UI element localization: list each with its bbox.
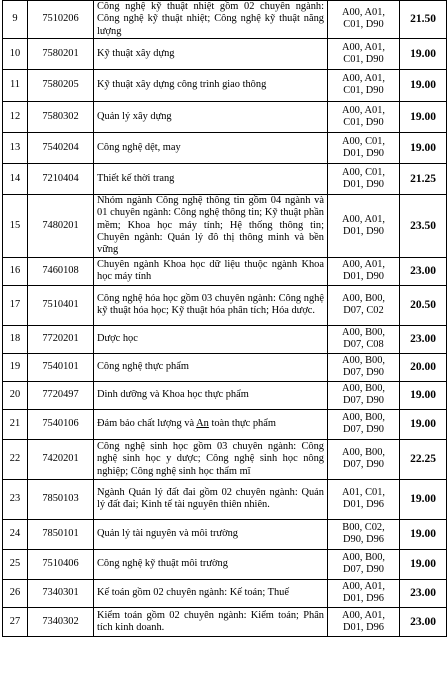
cutoff-score: 21.25 <box>400 163 447 194</box>
major-name: Ngành Quản lý đất đai gồm 02 chuyên ngành: Quản lý đất đai; Kinh tế tài nguyên thiên nhiên. <box>94 479 328 519</box>
subject-combination: A00, A01, C01, D90 <box>328 101 400 132</box>
row-number: 23 <box>3 479 28 519</box>
row-number: 18 <box>3 325 28 353</box>
major-name-underlined-part: An <box>196 418 209 430</box>
major-code: 7850101 <box>28 519 94 549</box>
major-code: 7420201 <box>28 439 94 479</box>
table-row <box>3 132 447 163</box>
cutoff-score: 23.00 <box>400 257 447 285</box>
row-number: 26 <box>3 579 28 607</box>
subject-combination: A00, A01, D01, D96 <box>328 579 400 607</box>
subject-combination: A00, B00, D07, D90 <box>328 439 400 479</box>
table-row <box>3 163 447 194</box>
row-number: 15 <box>3 194 28 257</box>
subject-combination: A00, A01, D01, D90 <box>328 194 400 257</box>
table-row <box>3 579 447 607</box>
row-number: 12 <box>3 101 28 132</box>
major-name: Công nghệ kỹ thuật nhiệt gồm 02 chuyên ngành: Công nghệ kỹ thuật nhiệt; Công nghệ kỹ thuật năng lượng <box>94 1 328 39</box>
row-number: 22 <box>3 439 28 479</box>
table-row <box>3 257 447 285</box>
cutoff-score: 21.50 <box>400 1 447 39</box>
major-name: Nhóm ngành Công nghệ thông tin gồm 04 ngành và 01 chuyên ngành: Công nghệ thông tin; Kỹ thuật phần mềm; Khoa học máy tính; Hệ thống thông tin; Chuyên ngành: Quản lý đô thị thông minh và bền vững <box>94 194 328 257</box>
cutoff-score: 19.00 <box>400 479 447 519</box>
major-code: 7340302 <box>28 607 94 636</box>
table-row <box>3 607 447 636</box>
major-name: Công nghệ kỹ thuật môi trường <box>94 549 328 579</box>
major-code: 7510401 <box>28 285 94 325</box>
subject-combination: A00, B00, D07, D90 <box>328 381 400 409</box>
row-number: 9 <box>3 1 28 39</box>
subject-combination: A00, B00, D07, C02 <box>328 285 400 325</box>
major-code: 7580205 <box>28 69 94 101</box>
table-row <box>3 101 447 132</box>
row-number: 20 <box>3 381 28 409</box>
cutoff-score: 19.00 <box>400 381 447 409</box>
row-number: 11 <box>3 69 28 101</box>
row-number: 14 <box>3 163 28 194</box>
major-name: Kỹ thuật xây dựng công trình giao thông <box>94 69 328 101</box>
row-number: 16 <box>3 257 28 285</box>
major-name: Chuyên ngành Khoa học dữ liệu thuộc ngành Khoa học máy tính <box>94 257 328 285</box>
cutoff-score: 19.00 <box>400 132 447 163</box>
row-number: 24 <box>3 519 28 549</box>
major-code: 7510206 <box>28 1 94 39</box>
major-name: Kiểm toán gồm 02 chuyên ngành: Kiểm toán; Phân tích kinh doanh. <box>94 607 328 636</box>
subject-combination: A00, C01, D01, D90 <box>328 163 400 194</box>
major-code: 7580302 <box>28 101 94 132</box>
major-name-part: toàn thực phẩm <box>208 418 276 430</box>
table-row <box>3 409 447 439</box>
subject-combination: A01, C01, D01, D96 <box>328 479 400 519</box>
subject-combination: A00, A01, D01, D90 <box>328 257 400 285</box>
major-code: 7580201 <box>28 38 94 69</box>
cutoff-score: 23.00 <box>400 325 447 353</box>
major-name: Kế toán gồm 02 chuyên ngành: Kế toán; Thuế <box>94 579 328 607</box>
table-row <box>3 479 447 519</box>
row-number: 10 <box>3 38 28 69</box>
major-name: Công nghệ hóa học gồm 03 chuyên ngành: Công nghệ kỹ thuật hóa học; Kỹ thuật hóa phân tích; Hóa dược. <box>94 285 328 325</box>
cutoff-score: 19.00 <box>400 101 447 132</box>
cutoff-score: 23.00 <box>400 579 447 607</box>
cutoff-score: 19.00 <box>400 549 447 579</box>
subject-combination: A00, B00, D07, C08 <box>328 325 400 353</box>
major-code: 7540106 <box>28 409 94 439</box>
major-name: Kỹ thuật xây dựng <box>94 38 328 69</box>
major-code: 7510406 <box>28 549 94 579</box>
cutoff-score: 20.50 <box>400 285 447 325</box>
major-name-part: Đảm bảo chất lượng và <box>97 418 197 430</box>
major-name: Công nghệ dệt, may <box>94 132 328 163</box>
major-name: Dinh dưỡng và Khoa học thực phẩm <box>94 381 328 409</box>
major-code: 7540101 <box>28 353 94 381</box>
major-code: 7540204 <box>28 132 94 163</box>
table-row <box>3 549 447 579</box>
row-number: 17 <box>3 285 28 325</box>
table-row <box>3 519 447 549</box>
admission-score-table <box>2 0 447 637</box>
row-number: 13 <box>3 132 28 163</box>
major-name <box>94 409 328 439</box>
cutoff-score: 19.00 <box>400 409 447 439</box>
subject-combination: A00, C01, D01, D90 <box>328 132 400 163</box>
subject-combination: A00, B00, D07, D90 <box>328 353 400 381</box>
cutoff-score: 23.50 <box>400 194 447 257</box>
subject-combination: A00, A01, C01, D90 <box>328 69 400 101</box>
major-name: Công nghệ sinh học gồm 03 chuyên ngành: Công nghệ sinh học y dược; Công nghệ sinh học nông nghiệp; Công nghệ sinh học thẩm mĩ <box>94 439 328 479</box>
table-row <box>3 439 447 479</box>
major-code: 7340301 <box>28 579 94 607</box>
table-row <box>3 38 447 69</box>
cutoff-score: 22.25 <box>400 439 447 479</box>
table-row <box>3 69 447 101</box>
table-row <box>3 381 447 409</box>
table-row <box>3 1 447 39</box>
major-name: Quản lý xây dựng <box>94 101 328 132</box>
subject-combination: A00, B00, D07, D90 <box>328 549 400 579</box>
major-name: Quản lý tài nguyên và môi trường <box>94 519 328 549</box>
major-name: Dược học <box>94 325 328 353</box>
table-row <box>3 325 447 353</box>
cutoff-score: 20.00 <box>400 353 447 381</box>
major-code: 7720497 <box>28 381 94 409</box>
row-number: 27 <box>3 607 28 636</box>
subject-combination: A00, A01, D01, D96 <box>328 607 400 636</box>
row-number: 21 <box>3 409 28 439</box>
table-row <box>3 194 447 257</box>
major-code: 7850103 <box>28 479 94 519</box>
major-code: 7210404 <box>28 163 94 194</box>
subject-combination: A00, A01, C01, D90 <box>328 38 400 69</box>
subject-combination: A00, B00, D07, D90 <box>328 409 400 439</box>
major-name: Công nghệ thực phẩm <box>94 353 328 381</box>
cutoff-score: 19.00 <box>400 69 447 101</box>
table-row <box>3 353 447 381</box>
cutoff-score: 19.00 <box>400 519 447 549</box>
table-row <box>3 285 447 325</box>
cutoff-score: 23.00 <box>400 607 447 636</box>
row-number: 25 <box>3 549 28 579</box>
major-code: 7480201 <box>28 194 94 257</box>
row-number: 19 <box>3 353 28 381</box>
major-name: Thiết kế thời trang <box>94 163 328 194</box>
major-code: 7720201 <box>28 325 94 353</box>
major-code: 7460108 <box>28 257 94 285</box>
cutoff-score: 19.00 <box>400 38 447 69</box>
subject-combination: B00, C02, D90, D96 <box>328 519 400 549</box>
subject-combination: A00, A01, C01, D90 <box>328 1 400 39</box>
